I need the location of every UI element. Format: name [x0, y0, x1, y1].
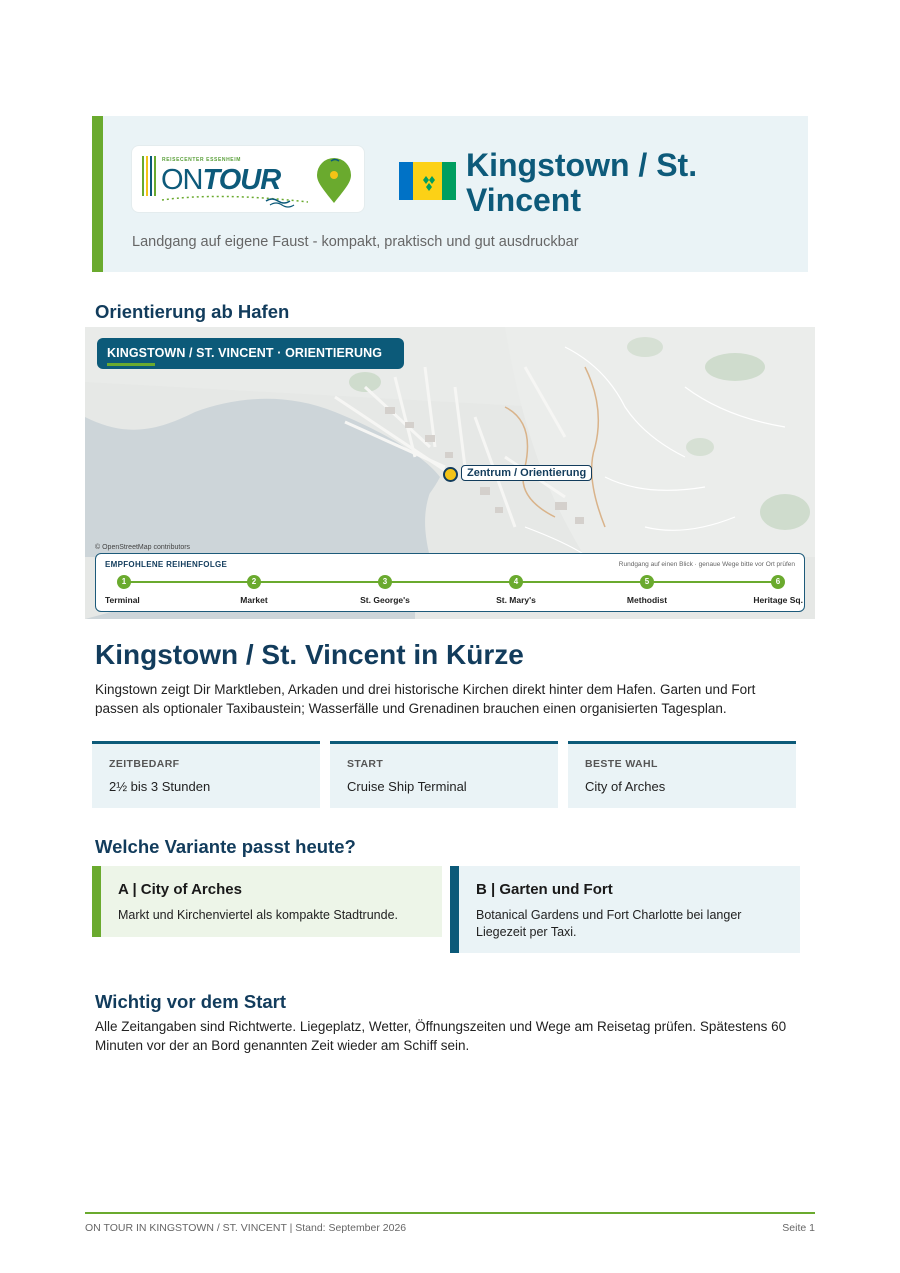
header-accent-bar [92, 116, 103, 272]
route-note: Rundgang auf einen Blick · genaue Wege bitte vor Ort prüfen [618, 561, 795, 568]
info-label: BESTE WAHL [585, 758, 658, 770]
variant-card-b [450, 866, 800, 953]
logo-tagline: REISECENTER ESSENHEIM [162, 157, 242, 163]
info-card-zeitbedarf [92, 741, 320, 808]
route-panel [95, 553, 805, 612]
route-stop-marker: 2 [247, 575, 261, 589]
logo-tour: TOUR [202, 164, 281, 196]
important-text: Alle Zeitangaben sind Richtwerte. Liegeplatz, Wetter, Öffnungszeiten und Wege am Reisetag prüfen. Spätestens 60 Minuten vor der an Bord genannten Zeit wieder am Schiff sein. [95, 1019, 787, 1053]
footer-divider [85, 1212, 815, 1214]
summary-heading: Kingstown / St. Vincent in Kürze [95, 639, 524, 670]
variant-title: B | Garten und Fort [476, 881, 613, 898]
info-label: ZEITBEDARF [109, 758, 180, 770]
route-stop-label: St. Mary's [496, 595, 536, 605]
variant-accent-bar [450, 866, 459, 953]
route-stop-marker: 1 [117, 575, 131, 589]
logo-on: ON [161, 164, 203, 196]
route-stop-marker: 3 [378, 575, 392, 589]
center-label: Zentrum / Orientierung [461, 465, 592, 481]
map-section-heading: Orientierung ab Hafen [95, 301, 290, 322]
variant-card-a [92, 866, 442, 937]
route-stop-label: Market [240, 595, 268, 605]
important-heading: Wichtig vor dem Start [95, 991, 287, 1012]
map-title-underline [107, 363, 155, 366]
variant-text: Botanical Gardens und Fort Charlotte bei langer Liegezeit per Taxi. [476, 908, 742, 939]
variants-heading: Welche Variante passt heute? [95, 836, 356, 857]
route-stop-marker: 6 [771, 575, 785, 589]
location-pin-icon [314, 158, 354, 204]
route-line [124, 581, 778, 583]
summary-text: Kingstown zeigt Dir Marktleben, Arkaden und drei historische Kirchen direkt hinter dem Hafen. Garten und Fort passen als optionaler Taxibaustein; Wasserfälle und Grenadinen brauchen einen organisierten Tagesplan. [95, 682, 756, 716]
route-stop-marker: 5 [640, 575, 654, 589]
map-attribution: © OpenStreetMap contributors [95, 544, 191, 551]
route-stop-label: Terminal [105, 595, 140, 605]
logo-stripes-icon [142, 156, 158, 196]
map-title-banner [97, 338, 404, 369]
route-stop-marker: 4 [509, 575, 523, 589]
route-label: EMPFOHLENE REIHENFOLGE [105, 560, 228, 569]
variant-title: A | City of Arches [118, 881, 242, 898]
info-value: Cruise Ship Terminal [347, 779, 467, 794]
on-tour-logo [132, 146, 364, 212]
route-stop-label: St. George's [360, 595, 410, 605]
info-label: START [347, 758, 384, 770]
page-number: Seite 1 [782, 1222, 815, 1234]
orientation-map[interactable] [85, 327, 815, 619]
variant-text: Markt und Kirchenviertel als kompakte Stadtrunde. [118, 908, 398, 922]
route-stop-label: Methodist [626, 595, 668, 605]
page-title: Kingstown / St. Vincent [466, 147, 698, 218]
center-marker-icon[interactable] [443, 467, 458, 482]
route-stop-label: Heritage Sq. [753, 595, 803, 605]
footer-title: ON TOUR IN KINGSTOWN / ST. VINCENT | Stand: September 2026 [85, 1222, 407, 1234]
info-card-start [330, 741, 558, 808]
map-title-text: KINGSTOWN / ST. VINCENT · ORIENTIERUNG [107, 346, 383, 360]
info-value: City of Arches [585, 779, 666, 794]
logo-wave-icon [158, 190, 308, 208]
header-panel [92, 116, 808, 272]
variant-accent-bar [92, 866, 101, 937]
page-subtitle: Landgang auf eigene Faust - kompakt, praktisch und gut ausdruckbar [132, 234, 579, 250]
st-vincent-flag-icon [399, 162, 456, 200]
info-value: 2½ bis 3 Stunden [109, 779, 211, 794]
info-card-beste-wahl [568, 741, 796, 808]
